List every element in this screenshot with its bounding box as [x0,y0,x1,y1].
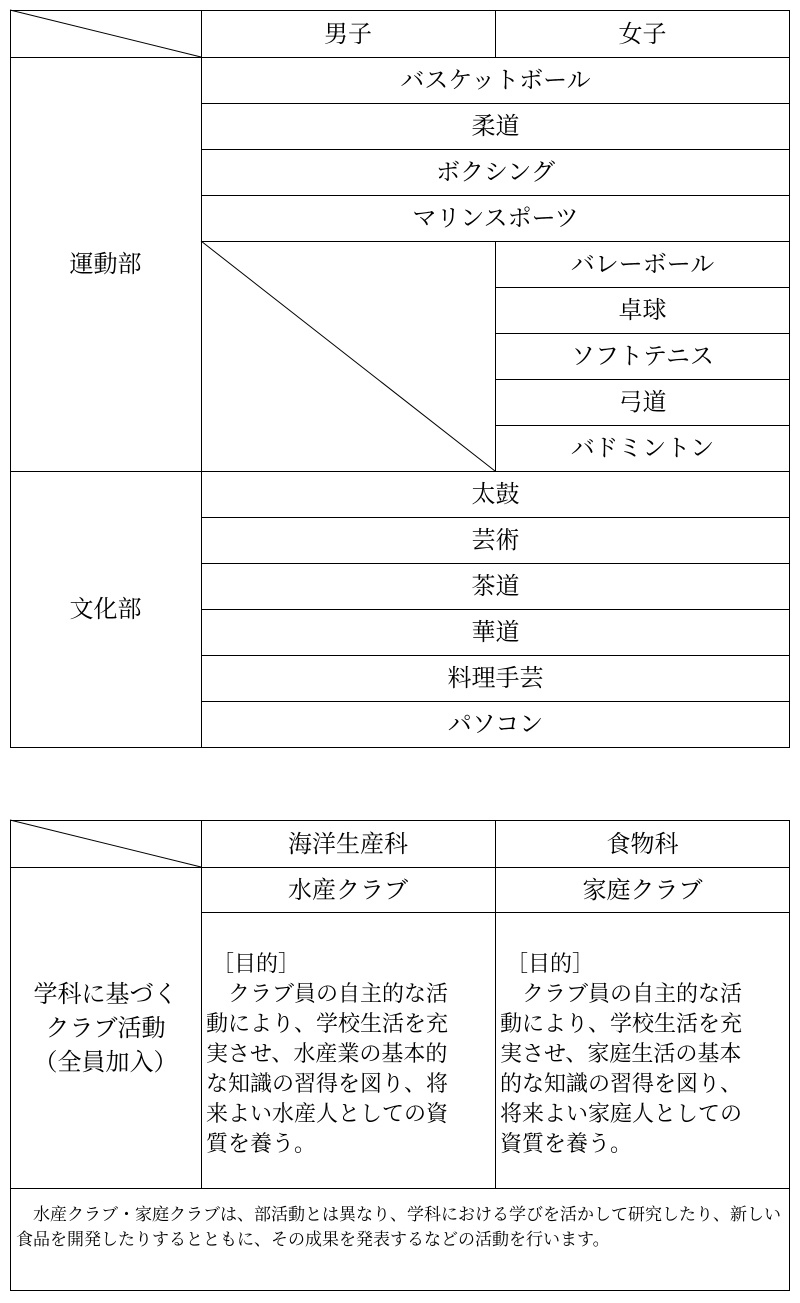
club-item: マリンスポーツ [412,204,579,232]
header-girls: 女子 [618,19,667,48]
club-item: パソコン [447,710,544,738]
purpose-heading-marine: ［目的］ [212,952,301,977]
club-item-girls: 卓球 [618,296,667,324]
club-item: 茶道 [471,572,520,600]
club-item: 太鼓 [471,480,520,508]
club-item-girls: バレーボール [570,250,715,278]
group-culture: 文化部 [69,595,142,623]
group-sports: 運動部 [69,250,142,278]
club-item: 柔道 [471,112,520,140]
club-food: 家庭クラブ [582,875,703,904]
club-item: 華道 [471,618,520,646]
purpose-heading-food: ［目的］ [506,952,595,977]
club-item-girls: 弓道 [618,388,667,416]
purpose-text-food: クラブ員の自主的な活 動により、学校生活を充 実させ、家庭生活の基本 的な知識の習得を図り、 将来よい家庭人としての 資質を養う。 [500,982,743,1157]
header-marine: 海洋生産科 [288,829,408,858]
row-label: 学科に基づく クラブ活動 （全員加入） [33,979,178,1076]
header-boys: 男子 [324,19,372,48]
club-item-girls: ソフトテニス [570,342,715,370]
header-food: 食物科 [606,829,679,858]
purpose-text-marine: クラブ員の自主的な活 動により、学校生活を充 実させ、水産業の基本的 な知識の習得を図り、将 来よい水産人としての資 質を養う。 [206,982,449,1157]
club-marine: 水産クラブ [288,875,408,904]
club-item: 料理手芸 [447,664,544,692]
club-item: 芸術 [471,526,520,554]
club-item: ボクシング [436,158,555,186]
club-item-girls: バドミントン [570,434,715,462]
footnote: 水産クラブ・家庭クラブは、部活動とは異なり、学科における学びを活かして研究したり、新しい食品を開発したりするとともに、その成果を発表するなどの活動を行います。 [16,1205,781,1250]
club-item: バスケットボール [400,66,591,94]
